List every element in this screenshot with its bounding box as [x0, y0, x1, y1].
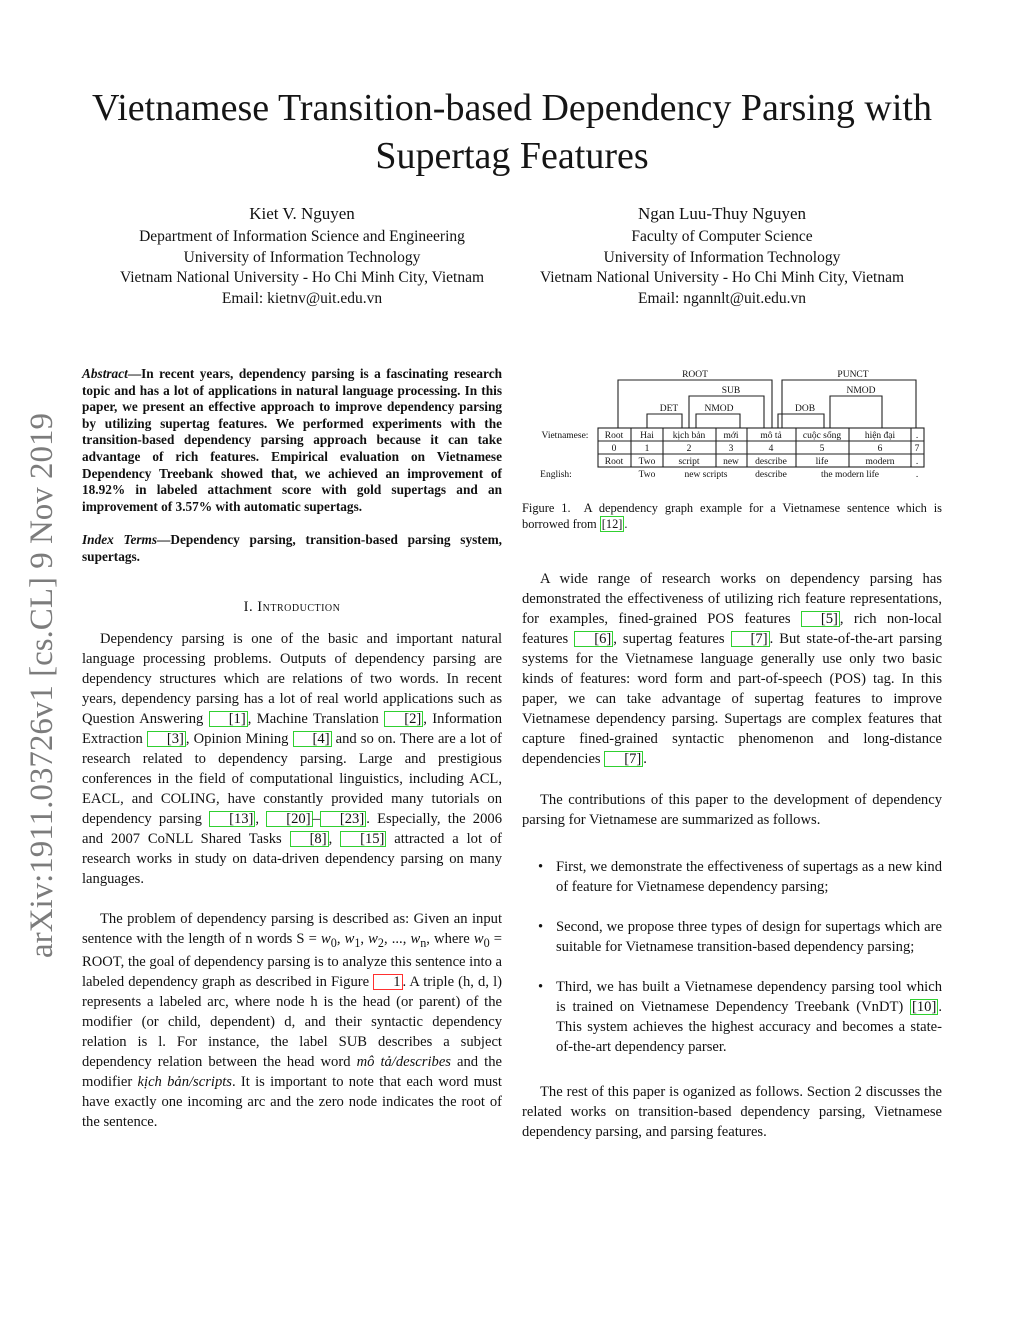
arc-label: SUB — [721, 386, 741, 396]
index-cell: 1 — [644, 444, 650, 454]
en-token: Two — [638, 457, 656, 467]
citation-link[interactable]: [20] — [266, 811, 312, 827]
citation-link[interactable]: [3] — [147, 731, 186, 747]
citation-link[interactable]: [8] — [290, 831, 329, 847]
index-cell: 6 — [877, 444, 883, 454]
right-column — [522, 569, 942, 1142]
contributions-list — [522, 857, 942, 1057]
section-heading — [82, 597, 502, 617]
arxiv-stamp: arXiv:1911.03726v1 [cs.CL] 9 Nov 2019 — [24, 412, 60, 958]
paper-title: Vietnamese Transition-based Dependency Parsing with Supertag Features — [92, 87, 932, 177]
author-block-1 — [92, 203, 512, 309]
index-cell: 0 — [611, 444, 617, 454]
left-column — [82, 366, 502, 1132]
intro-paragraph-1: Dependency parsing is one of the basic and important natural language processing problems. Outputs of dependency parsing are dependency structures which are relations of two words. In recent years, dependency parsing has a lot of real world applications such as Question Answering [1] , Machine Translation [2] , Information Extraction [3] , Opinion Mining [4] and so on. There are a lot of research related to dependency parsing. Large and prestigious conferences in the field of computational linguistics, including ACL, EACL, and COLING, have constantly provided many tutorials on dependency parsing [13] , [20] – [23] . Especially, the 2006 and 2007 CoNLL Shared Tasks [8] , [15] attracted a lot of research works in study on data-driven dependency parsing on many languages. — [82, 630, 502, 887]
index-cell: 7 — [914, 444, 920, 454]
citation-link[interactable]: [7] — [731, 631, 770, 647]
vi-token: mới — [723, 431, 739, 441]
section-title: Introduction — [257, 598, 341, 615]
en-gloss: the modern life — [820, 470, 880, 480]
figure-caption: Figure 1. A dependency graph example for a Vietnamese sentence which is borrowed from [12] . — [522, 501, 942, 531]
section-number: I. — [243, 598, 254, 615]
author-affiliation: University of Information Technology — [603, 248, 841, 266]
arc-label: DET — [659, 404, 679, 414]
row-label: English: — [540, 470, 572, 480]
bullet-icon: • — [538, 979, 544, 995]
index-terms-label: Index Terms — [82, 532, 158, 548]
citation-link[interactable]: [5] — [801, 611, 840, 627]
author-name: Ngan Luu-Thuy Nguyen — [637, 204, 807, 223]
en-token: Root — [604, 457, 624, 467]
vi-token: mô tả — [760, 431, 782, 441]
arc-label: NMOD — [846, 386, 876, 396]
citation-link[interactable]: [15] — [340, 831, 386, 847]
en-gloss: . — [915, 470, 919, 480]
citation-link[interactable]: [13] — [209, 811, 255, 827]
vi-token: cuộc sống — [802, 431, 842, 441]
en-token: script — [678, 457, 700, 467]
arc-label: DOB — [794, 404, 816, 414]
vi-token: . — [915, 431, 919, 441]
author-name: Kiet V. Nguyen — [249, 204, 355, 223]
author-affiliation: Vietnam National University - Ho Chi Minh City, Vietnam — [119, 269, 485, 286]
abstract — [82, 366, 502, 515]
citation-link[interactable]: [23] — [320, 811, 366, 827]
vi-token: Hai — [640, 431, 654, 441]
author-affiliation: Vietnam National University - Ho Chi Minh City, Vietnam — [539, 269, 905, 286]
abstract-text: —In recent years, dependency parsing is a fascinating research topic and has a lot of applications in natural language processing. In this paper, we present an effective approach to improve dependency parsing by utilizing supertag features. We performed experiments with the transition-based dependency parsing approach because it can take advantage of rich features. Empirical evaluation on Vietnamese Dependency Treebank showed that, we achieved an improvement of 18.92% in labeled attachment score with gold supertags and an improvement of 3.57% with automatic supertags. — [82, 366, 502, 514]
author-block-2 — [512, 203, 932, 309]
author-email: Email: kietnv@uit.edu.vn — [221, 289, 383, 307]
citation-link[interactable]: [10] — [912, 999, 937, 1015]
citation-link[interactable]: [7] — [604, 751, 643, 767]
author-affiliation: University of Information Technology — [183, 248, 421, 266]
index-terms — [82, 532, 502, 565]
en-gloss: new scripts — [684, 470, 728, 480]
en-gloss: Two — [638, 470, 656, 480]
en-token: life — [815, 457, 829, 467]
paragraph: A wide range of research works on dependency parsing has demonstrated the effectiveness of utilizing rich feature representations, for examples, fined-grained POS features [5] , rich non-local features [6] , supertag features [7] . But state-of-the-art parsing systems for the Vietnamese language generally use only two basic kinds of features: word form and part-of-speech (POS) tag. In this paper, we can take advantage of supertag features to improve Vietnamese dependency parsing. Supertags are complex features that capture fined-grained syntactic phenomenon and long-distance dependencies [7] . — [522, 571, 943, 767]
en-token: new — [723, 457, 739, 467]
citation-link[interactable]: [2] — [384, 711, 423, 727]
index-cell: 3 — [728, 444, 734, 454]
en-token: . — [915, 457, 919, 467]
figure-link[interactable]: 1 — [373, 974, 402, 990]
arc-label: ROOT — [682, 370, 708, 380]
en-token: modern — [865, 457, 895, 467]
paragraph: The rest of this paper is oganized as follows. Section 2 discusses the related works on transition-based dependency parsing, Vietnamese dependency parsing, and parsing features. — [522, 1084, 942, 1140]
index-cell: 2 — [686, 444, 692, 454]
en-gloss: describe — [755, 470, 787, 480]
list-item: • First, we demonstrate the effectiveness of supertags as a new kind of feature for Vietnamese dependency parsing; — [538, 859, 942, 895]
list-item: • Second, we propose three types of design for supertags which are suitable for Vietnamese transition-based dependency parsing; — [538, 919, 942, 955]
bullet-icon: • — [538, 919, 544, 935]
citation-link[interactable]: [1] — [209, 711, 248, 727]
author-affiliation: Department of Information Science and Engineering — [139, 228, 465, 245]
arc-label: PUNCT — [837, 370, 869, 380]
vi-token: hiện đại — [864, 431, 896, 441]
arc-label: NMOD — [704, 404, 734, 414]
en-token: describe — [755, 457, 787, 467]
list-item: • Third, we has built a Vietnamese dependency parsing tool which is trained on Vietnamese Dependency Treebank (VnDT) [10] . This system achieves the highest accuracy and becomes a state-of-the-art dependency parser. — [538, 979, 942, 1055]
author-email: Email: ngannlt@uit.edu.vn — [638, 289, 806, 307]
author-affiliation: Faculty of Computer Science — [631, 228, 813, 245]
abstract-label: Abstract — [82, 366, 128, 381]
citation-link[interactable]: [6] — [574, 631, 613, 647]
vi-token: kịch bản — [672, 431, 706, 441]
index-cell: 5 — [819, 444, 825, 454]
bullet-icon: • — [538, 859, 544, 875]
vi-token: Root — [604, 431, 624, 441]
citation-link[interactable]: [4] — [293, 731, 332, 747]
row-label: Vietnamese: — [541, 431, 589, 441]
dependency-graph-figure — [536, 366, 928, 484]
index-terms-text: —Dependency parsing, transition-based parsing system, supertags. — [82, 532, 502, 564]
index-cell: 4 — [768, 444, 774, 454]
intro-paragraph-2: The problem of dependency parsing is described as: Given an input sentence with the length of n words $S = w_0$, $w_1$, $w_2$, ..., $w_n$, where $w_0$ = ROOT, the goal of dependency parsing is to analyze this sentence into a labeled dependency graph as described in Figure 1 . A triple (h, d, l) represents a labeled arc, where node h is the head (or parent) of the modifier (or child, dependent) d, and their syntactic dependency relation is l. For instance, the label SUB describes a subject dependency relation between the head word mô tả/describes and the modifier kịch bản/scripts. It is important to note that each word must have exactly one incoming arc and the zero node indicates the root of the sentence. — [82, 910, 502, 1131]
paragraph: The contributions of this paper to the development of dependency parsing for Vietnamese are summarized as follows. — [522, 792, 942, 828]
citation-link[interactable]: [12] — [601, 517, 623, 531]
